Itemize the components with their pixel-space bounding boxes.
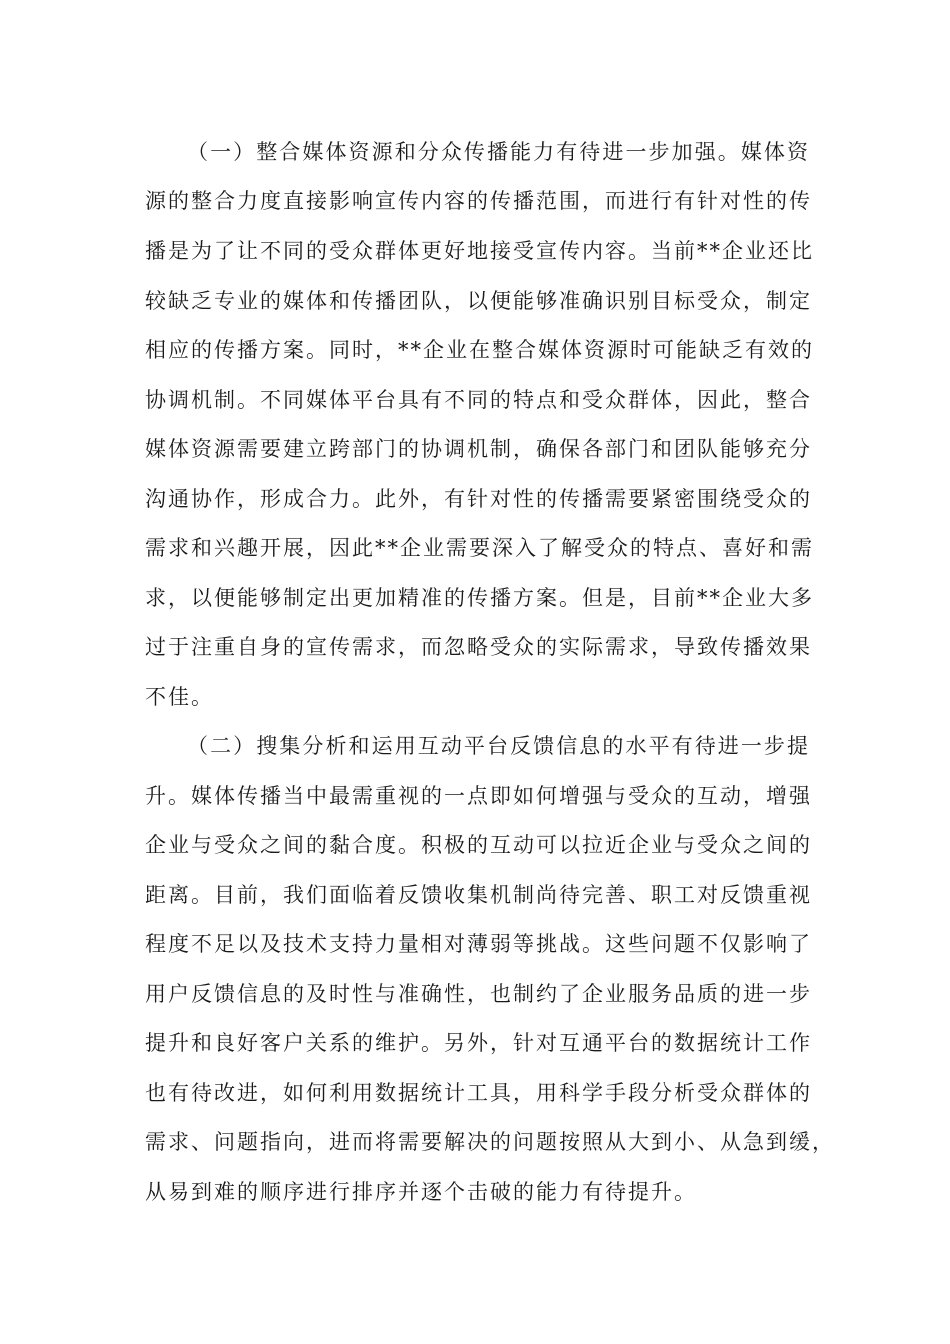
text-line: （二）搜集分析和运用互动平台反馈信息的水平有待进一步提 [187,734,810,758]
text-line: 较缺乏专业的媒体和传播团队，以便能够准确识别目标受众，制定 [145,289,812,313]
text-line: 升。媒体传播当中最需重视的一点即如何增强与受众的互动，增强 [145,784,812,808]
text-line: 沟通协作，形成合力。此外，有针对性的传播需要紧密围绕受众的 [145,487,812,511]
text-line: 求，以便能够制定出更加精准的传播方案。但是，目前**企业大多 [145,586,814,610]
text-line: 媒体资源需要建立跨部门的协调机制，确保各部门和团队能够充分 [145,437,812,461]
text-line: 源的整合力度直接影响宣传内容的传播范围，而进行有针对性的传 [145,189,812,213]
text-line: 也有待改进，如何利用数据统计工具，用科学手段分析受众群体的 [145,1081,812,1105]
text-line: 需求、问题指向，进而将需要解决的问题按照从大到小、从急到缓， [145,1130,835,1154]
text-line: （一）整合媒体资源和分众传播能力有待进一步加强。媒体资 [187,140,810,164]
text-line: 不佳。 [145,685,214,709]
text-line: 过于注重自身的宣传需求，而忽略受众的实际需求，导致传播效果 [145,635,812,659]
text-line: 距离。目前，我们面临着反馈收集机制尚待完善、职工对反馈重视 [145,883,812,907]
text-line: 提升和良好客户关系的维护。另外，针对互通平台的数据统计工作 [145,1031,812,1055]
text-line: 从易到难的顺序进行排序并逐个击破的能力有待提升。 [145,1180,697,1204]
text-line: 企业与受众之间的黏合度。积极的互动可以拉近企业与受众之间的 [145,833,812,857]
text-line: 协调机制。不同媒体平台具有不同的特点和受众群体，因此，整合 [145,388,812,412]
text-line: 用户反馈信息的及时性与准确性，也制约了企业服务品质的进一步 [145,982,812,1006]
text-line: 相应的传播方案。同时，**企业在整合媒体资源时可能缺乏有效的 [145,338,814,362]
text-line: 程度不足以及技术支持力量相对薄弱等挑战。这些问题不仅影响了 [145,932,812,956]
text-line: 播是为了让不同的受众群体更好地接受宣传内容。当前**企业还比 [145,239,814,263]
text-line: 需求和兴趣开展，因此**企业需要深入了解受众的特点、喜好和需 [145,536,814,560]
